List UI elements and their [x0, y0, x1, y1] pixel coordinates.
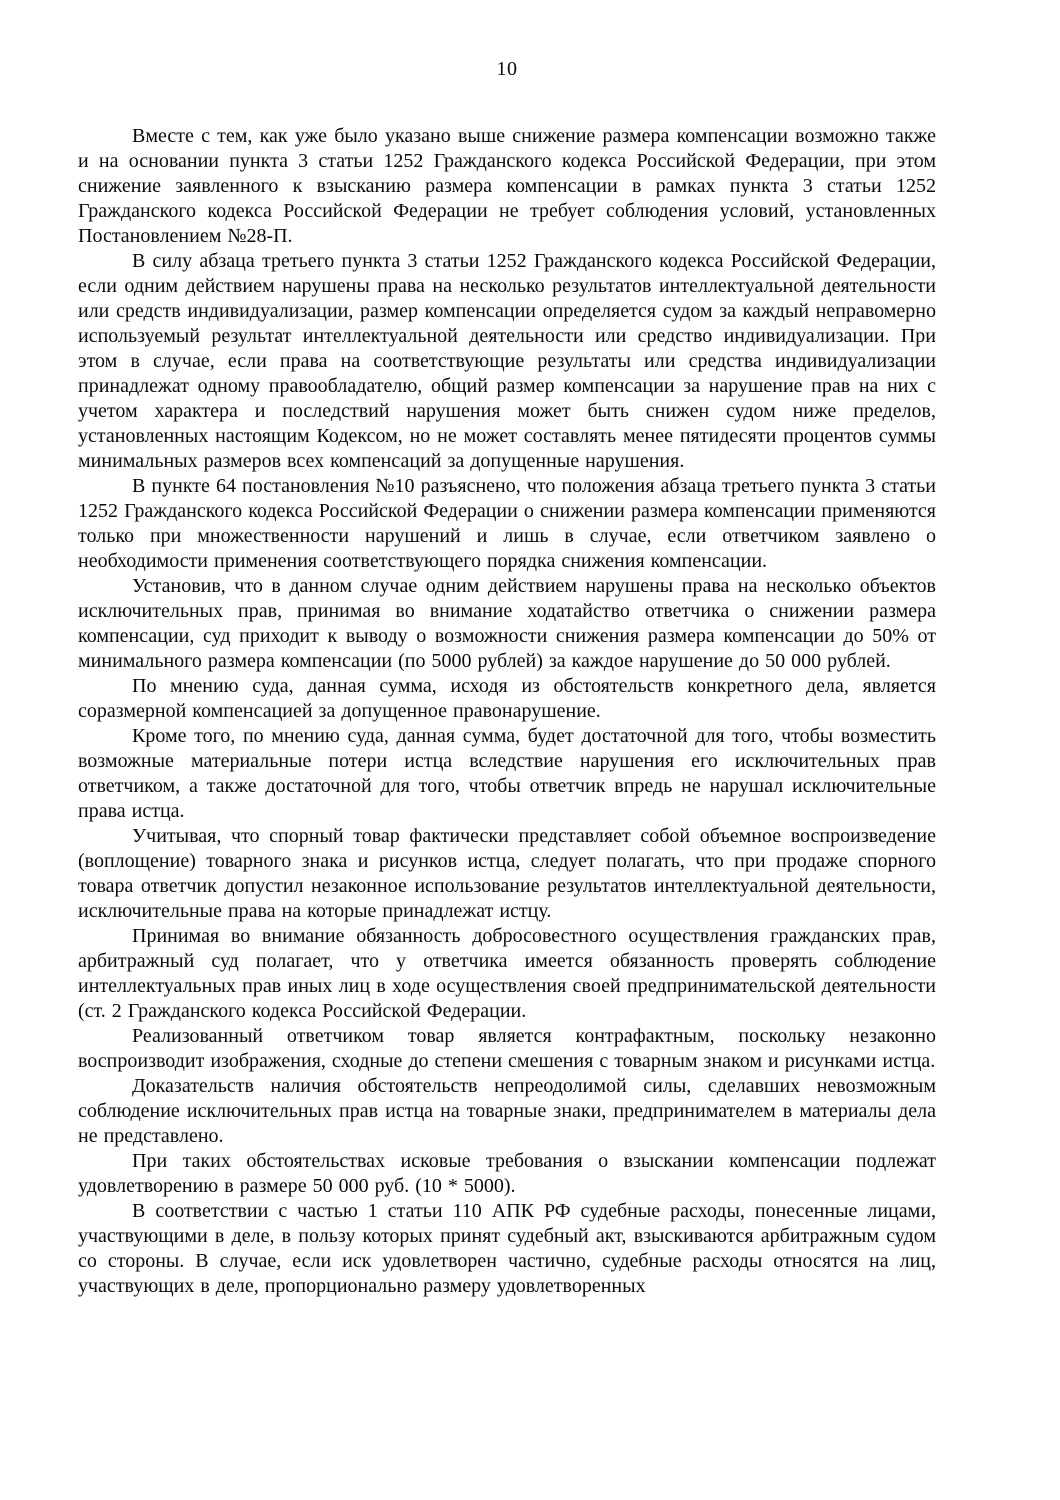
paragraph: Принимая во внимание обязанность добросовестного осуществления гражданских прав, арбитражный суд полагает, что у ответчика имеется обязанность проверять соблюдение интеллектуальных прав иных лиц в ходе осуществления своей предпринимательской деятельности (ст. 2 Гражданского кодекса Российской Федерации.: [78, 925, 936, 1022]
paragraph: В силу абзаца третьего пункта 3 статьи 1252 Гражданского кодекса Российской Федерации, если одним действием нарушены права на несколько результатов интеллектуальной деятельности или средств индивидуализации, размер компенсации определяется судом за каждый неправомерно используемый результат интеллектуальной деятельности или средство индивидуализации. При этом в случае, если права на соответствующие результаты или средства индивидуализации принадлежат одному правообладателю, общий размер компенсации за нарушение прав на них с учетом характера и последствий нарушения может быть снижен судом ниже пределов, установленных настоящим Кодексом, но не может составлять менее пятидесяти процентов суммы минимальных размеров всех компенсаций за допущенные нарушения.: [78, 250, 936, 472]
paragraph: В соответствии с частью 1 статьи 110 АПК РФ судебные расходы, понесенные лицами, участвующими в деле, в пользу которых принят судебный акт, взыскиваются арбитражным судом со стороны. В случае, если иск удовлетворен частично, судебные расходы относятся на лиц, участвующих в деле, пропорционально размеру удовлетворенных: [78, 1200, 936, 1297]
paragraph: Реализованный ответчиком товар является контрафактным, поскольку незаконно воспроизводит изображения, сходные до степени смешения с товарным знаком и рисунками истца.: [78, 1025, 936, 1072]
paragraph: Учитывая, что спорный товар фактически представляет собой объемное воспроизведение (воплощение) товарного знака и рисунков истца, следует полагать, что при продаже спорного товара ответчик допустил незаконное использование результатов интеллектуальной деятельности, исключительные права на которые принадлежат истцу.: [78, 825, 936, 922]
paragraph: Доказательств наличия обстоятельств непреодолимой силы, сделавших невозможным соблюдение исключительных прав истца на товарные знаки, предпринимателем в материалы дела не представлено.: [78, 1075, 936, 1147]
document-body: [78, 124, 936, 1299]
paragraph: Кроме того, по мнению суда, данная сумма, будет достаточной для того, чтобы возместить возможные материальные потери истца вследствие нарушения его исключительных прав ответчиком, а также достаточной для того, чтобы ответчик впредь не нарушал исключительные права истца.: [78, 725, 936, 822]
paragraph: При таких обстоятельствах исковые требования о взыскании компенсации подлежат удовлетворению в размере 50 000 руб. (10 * 5000).: [78, 1150, 936, 1197]
paragraph: В пункте 64 постановления №10 разъяснено, что положения абзаца третьего пункта 3 статьи 1252 Гражданского кодекса Российской Федерации о снижении размера компенсации применяются только при множественности нарушений и лишь в случае, если ответчиком заявлено о необходимости применения соответствующего порядка снижения компенсации.: [78, 475, 936, 572]
paragraph: Установив, что в данном случае одним действием нарушены права на несколько объектов исключительных прав, принимая во внимание ходатайство ответчика о снижении размера компенсации, суд приходит к выводу о возможности снижения размера компенсации до 50% от минимального размера компенсации (по 5000 рублей) за каждое нарушение до 50 000 рублей.: [78, 575, 936, 672]
paragraph: Вместе с тем, как уже было указано выше снижение размера компенсации возможно также и на основании пункта 3 статьи 1252 Гражданского кодекса Российской Федерации, при этом снижение заявленного к взысканию размера компенсации в рамках пункта 3 статьи 1252 Гражданского кодекса Российской Федерации не требует соблюдения условий, установленных Постановлением №28-П.: [78, 125, 936, 247]
page-number: 10: [496, 58, 518, 80]
paragraph: По мнению суда, данная сумма, исходя из обстоятельств конкретного дела, является соразмерной компенсацией за допущенное правонарушение.: [78, 675, 936, 722]
